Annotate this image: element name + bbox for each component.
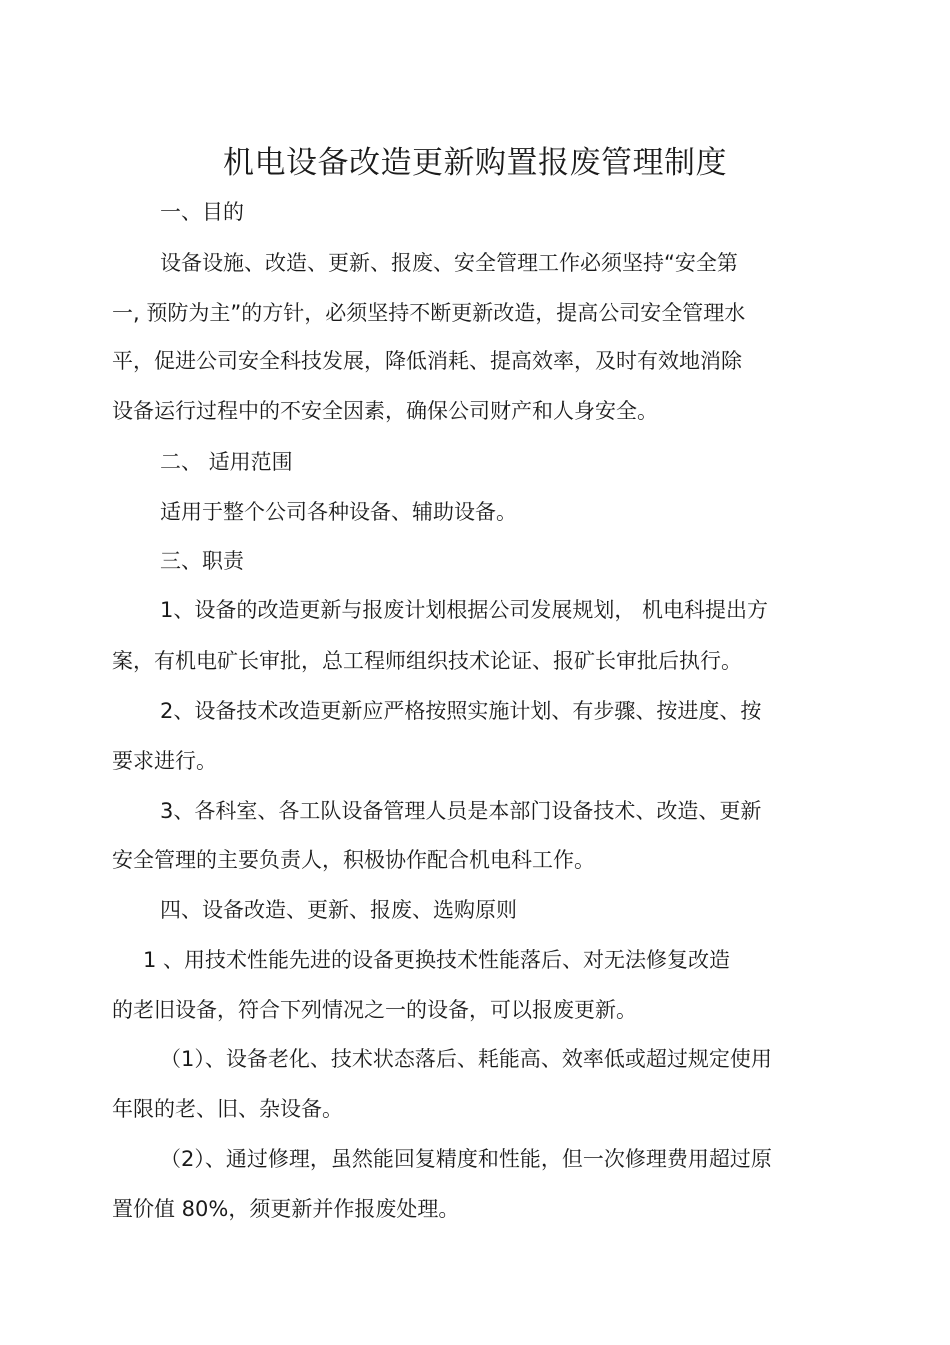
section-heading-scope: 二、 适用范围	[160, 450, 293, 474]
paragraph-line: 设备运行过程中的不安全因素，确保公司财产和人身安全。	[112, 399, 658, 423]
section-heading-duties: 三、职责	[160, 549, 244, 573]
document-title: 机电设备改造更新购置报废管理制度	[223, 145, 727, 181]
paragraph-line: 的老旧设备，符合下列情况之一的设备，可以报废更新。	[112, 998, 637, 1022]
paragraph-line: 1、设备的改造更新与报废计划根据公司发展规划， 机电科提出方	[160, 598, 769, 622]
paragraph-line: 2、设备技术改造更新应严格按照实施计划、有步骤、按进度、按	[160, 699, 762, 723]
paragraph-line: 平，促进公司安全科技发展，降低消耗、提高效率，及时有效地消除	[112, 349, 742, 373]
paragraph-line: 一, 预防为主”的方针，必须坚持不断更新改造，提高公司安全管理水	[112, 301, 746, 325]
section-heading-principles: 四、设备改造、更新、报废、选购原则	[160, 898, 517, 922]
section-heading-purpose: 一、目的	[160, 200, 244, 224]
paragraph-line: 设备设施、改造、更新、报废、安全管理工作必须坚持“安全第	[160, 251, 738, 275]
paragraph-line: （2）、通过修理，虽然能回复精度和性能，但一次修理费用超过原	[160, 1147, 772, 1171]
paragraph-line: 要求进行。	[112, 749, 217, 773]
paragraph-line: 置价值 80%，须更新并作报废处理。	[112, 1197, 460, 1221]
paragraph-line: 1 、用技术性能先进的设备更换技术性能落后、对无法修复改造	[143, 948, 731, 972]
paragraph-line: 年限的老、旧、杂设备。	[112, 1097, 343, 1121]
paragraph-line: 案，有机电矿长审批，总工程师组织技术论证、报矿长审批后执行。	[112, 649, 742, 673]
paragraph-line: 3、各科室、各工队设备管理人员是本部门设备技术、改造、更新	[160, 799, 762, 823]
paragraph-line: （1）、设备老化、技术状态落后、耗能高、效率低或超过规定使用	[160, 1047, 772, 1071]
paragraph-line: 适用于整个公司各种设备、辅助设备。	[160, 500, 517, 524]
paragraph-line: 安全管理的主要负责人，积极协作配合机电科工作。	[112, 848, 595, 872]
